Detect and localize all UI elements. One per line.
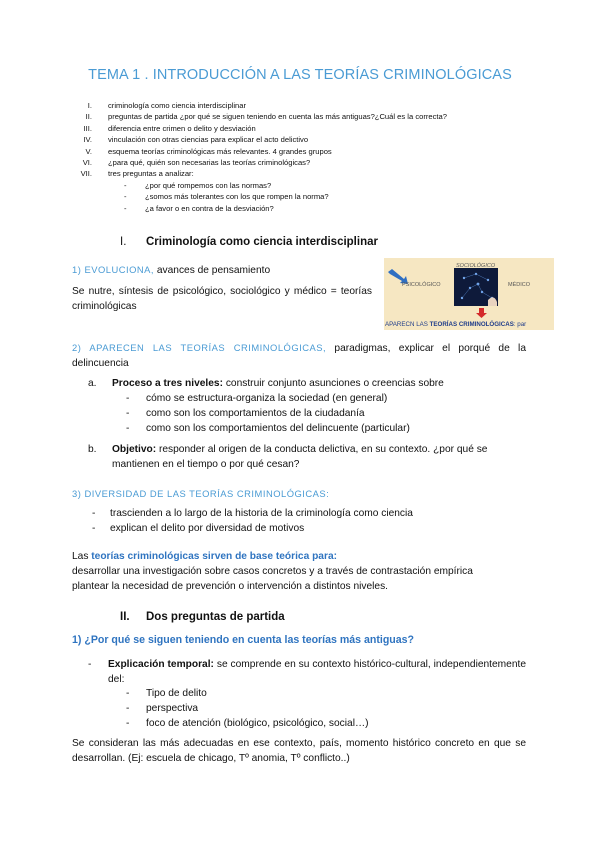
a-subitems <box>126 391 410 436</box>
toc-item: II. preguntas de partida ¿por qué se siguen teniendo en cuenta las más antiguas?¿Cuál es la correcta? <box>85 112 447 122</box>
diversidad-list <box>92 506 413 536</box>
explicacion-temporal: - Explicación temporal: se comprende en su contexto histórico-cultural, independientemente del: <box>88 659 526 685</box>
base-teorica-paragraph: Las teorías criminológicas sirven de base teórica para: desarrollar una investigación sobre casos concretos y a través de contrastación empírica plantear la necesidad de prevención o intervención a distintos niveles. <box>72 551 473 592</box>
list-item: - foco de atención (biológico, psicológico, social…) <box>126 718 369 729</box>
list-item: - perspectiva <box>126 703 199 714</box>
toc-item: I. criminología como ciencia interdisciplinar <box>87 101 247 110</box>
list-item: - como son los comportamientos de la ciudadanía <box>126 408 365 419</box>
list-item: - explican el delito por diversidad de motivos <box>92 523 305 534</box>
toc-subitem: - ¿a favor o en contra de la desviación? <box>124 203 274 213</box>
question-1: 1) ¿Por qué se siguen teniendo en cuenta las teorías más antiguas? <box>72 634 415 646</box>
figure-label-medico: MÉDICO <box>508 282 530 288</box>
toc-item: VI. ¿para qué, quién son necesarias las teorías criminológicas? <box>82 158 311 168</box>
slide-figure-graphic <box>384 258 554 330</box>
toc-item: VII. tres preguntas a analizar: <box>80 169 194 179</box>
list-item-a: a. Proceso a tres niveles: construir conjunto asunciones o creencias sobre <box>88 378 444 389</box>
toc-item: V. esquema teorías criminológicas más relevantes. 4 grandes grupos <box>85 146 332 156</box>
page-title: TEMA 1 . INTRODUCCIÓN A LAS TEORÍAS CRIMINOLÓGICAS <box>88 67 512 83</box>
diversidad-heading: 3) DIVERSIDAD DE LAS TEORÍAS CRIMINOLÓGICAS: <box>72 488 330 499</box>
figure-caption: APARECN LAS TEORÍAS CRIMINOLÓGICAS: par <box>385 321 527 328</box>
list-item: - trascienden a lo largo de la historia de la criminología como ciencia <box>92 508 413 519</box>
toc-item: III. diferencia entre crimen o delito y desviación <box>83 123 256 133</box>
toc-subitem: - ¿por qué rompemos con las normas? <box>124 180 272 190</box>
aparecen-paragraph: 2) APARECEN LAS TEORÍAS CRIMINOLÓGICAS, paradigmas, explicar el porqué de la delincuencia <box>72 342 526 369</box>
slide-figure <box>384 258 554 330</box>
table-of-contents <box>60 100 447 214</box>
section-heading-2: II. Dos preguntas de partida <box>120 611 285 623</box>
figure-label-sociologico: SOCIOLÓGICO <box>456 263 496 269</box>
list-item: - cómo se estructura-organiza la sociedad (en general) <box>126 393 388 404</box>
evoluciona-body: Se nutre, síntesis de psicológico, sociológico y médico = teorías criminológicas <box>72 286 372 312</box>
section-heading-1: I. Criminología como ciencia interdisciplinar <box>120 236 378 248</box>
toc-item: IV. vinculación con otras ciencias para explicar el acto delictivo <box>83 135 309 145</box>
list-item-b: b. Objetivo: responder al origen de la conducta delictiva, en su contexto. ¿por qué se mantienen en el tiempo o por qué cesan? <box>88 444 488 470</box>
toc-subitem: - ¿somos más tolerantes con los que rompen la norma? <box>124 192 329 202</box>
list-item: - como son los comportamientos del delincuente (particular) <box>126 423 410 434</box>
closing-paragraph: Se consideran las más adecuadas en ese contexto, país, momento histórico concreto en que se desarrollan. (Ej: escuela de chicago, Tº anomia, Tº conflicto..) <box>72 738 526 764</box>
evoluciona-line: 1) EVOLUCIONA, avances de pensamiento <box>72 264 271 276</box>
explicacion-subitems <box>126 686 369 731</box>
list-item: - Tipo de delito <box>126 688 207 699</box>
figure-label-psicologico: PSICOLÓGICO <box>402 282 441 288</box>
